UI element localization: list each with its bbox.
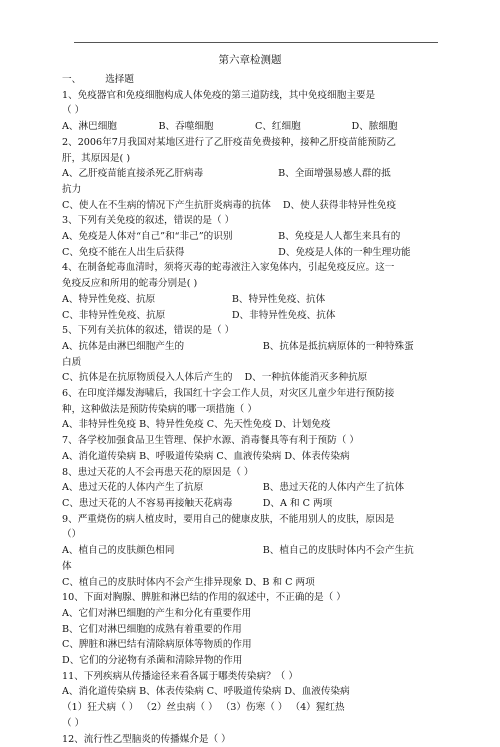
- question-stem: 3、下列有关免疫的叙述，错误的是（ ）: [62, 215, 235, 227]
- option-a: A、它们对淋巴细胞的产生和分化有重要作用: [62, 607, 252, 619]
- options-row: [62, 166, 448, 182]
- options-row: [62, 292, 448, 308]
- option-a: A、患过天花的人体内产生了抗原: [62, 482, 204, 494]
- section-heading: [62, 72, 448, 88]
- options-line: C、植自己的皮肤时体内不会产生排异现象 D、B 和 C 两项: [62, 576, 315, 588]
- options-row: [62, 480, 448, 496]
- option-b-continued: 抗力: [62, 183, 82, 195]
- question-stem: 9、严重烧伤的病人植皮时，要用自己的健康皮肤，不能用别人的皮肤，原因是: [62, 513, 395, 525]
- options-row: [62, 496, 448, 512]
- option-a: A、乙肝疫苗能直接杀死乙肝病毒: [62, 168, 204, 180]
- document-title: 第六章检测题: [218, 54, 282, 66]
- question-stem: 免疫反应和所用的蛇毒分别是( ): [62, 278, 198, 290]
- disease-items-continued: （ ）: [62, 717, 85, 729]
- question-list: [62, 72, 448, 747]
- question-stem: 7、各学校加强食品卫生管理、保护水源、消毒餐具等有利于预防（ ）: [62, 435, 359, 447]
- options-row: [62, 543, 448, 559]
- question-stem: 5、下列有关抗体的叙述，错误的是（ ）: [62, 325, 235, 337]
- option-d: D、免疫是人体的一种生理功能: [278, 246, 411, 258]
- question-stem: 8、患过天花的人不会再患天花的原因是（ ）: [62, 466, 254, 478]
- question-stem: 11、下列疾病从传播途径来看各属于哪类传染病？（ ）: [62, 670, 298, 682]
- options-row: [62, 370, 448, 386]
- option-c: C、脾脏和淋巴结有清除病原体等物质的作用: [62, 639, 252, 651]
- options-row: [62, 308, 448, 324]
- option-c: C、患过天花的人不容易再接触天花病毒: [62, 497, 233, 509]
- option-b-continued: 白质: [62, 356, 82, 368]
- option-a: A、抗体是由淋巴细胞产生的: [62, 340, 185, 352]
- option-d: D、它们的分泌物有杀菌和清除异物的作用: [62, 655, 243, 667]
- disease-items: （1）狂犬病（ ） （2）丝虫病（ ） （3）伤寒（ ） （4）猩红热: [62, 702, 345, 714]
- section-number: 一、: [62, 74, 82, 85]
- option-b: B、它们对淋巴细胞的成熟有着重要的作用: [62, 623, 242, 635]
- options-row: [62, 339, 448, 355]
- header-rule: [74, 42, 438, 43]
- option-a: A、植自己的皮肤颜色相同: [62, 545, 175, 557]
- question-stem: 2、2006年7月我国对某地区进行了乙肝疫苗免费接种，接种乙肝疫苗能预防乙: [62, 136, 397, 148]
- option-d: D、使人获得非特异性免疫: [282, 199, 397, 211]
- options-line: A、消化道传染病 B、呼吸道传染病 C、血液传染病 D、体表传染病: [62, 450, 350, 462]
- question-stem: 12、流行性乙型脑炎的传播媒介是（ ）: [62, 733, 231, 745]
- question-stem: 10、下面对胸腺、脾脏和淋巴结的作用的叙述中，不正确的是（ ）: [62, 592, 346, 604]
- option-b: B、患过天花的人体内产生了抗体: [262, 482, 405, 494]
- question-stem: （ ）: [62, 105, 85, 117]
- options-row: [62, 245, 448, 261]
- option-c: C、使人在不生病的情况下产生抗肝炎病毒的抗体: [62, 199, 271, 211]
- option-d: D、A 和 C 两项: [262, 497, 333, 509]
- option-c: C、非特异性免疫、抗原: [62, 309, 166, 321]
- options-line: A、非特异性免疫 B、特异性免疫 C、先天性免疫 D、计划免疫: [62, 419, 331, 431]
- options-row: [62, 198, 448, 214]
- options-line: A、消化道传染病 B、体表传染病 C、呼吸道传染病 D、血液传染病: [62, 686, 350, 698]
- options-row: [62, 229, 448, 245]
- option-c: C、免疫不能在人出生后获得: [62, 246, 185, 258]
- options-row: [62, 119, 448, 135]
- question-stem: 4、在制备蛇毒血清时，须将灭毒的蛇毒液注入家兔体内，引起免疫反应。这一: [62, 262, 395, 274]
- question-stem: 种，这种做法是预防传染病的哪一项措施（ ）: [62, 403, 257, 415]
- option-b: B、植自己的皮肤时体内不会产生抗: [262, 545, 414, 557]
- option-b: B、全面增强易感人群的抵: [278, 168, 391, 180]
- option-a: A、特异性免疫、抗原: [62, 293, 156, 305]
- option-c: C、抗体是在抗原物质侵入人体后产生的: [62, 372, 233, 384]
- option-d: D、脓细胞: [351, 121, 398, 133]
- question-stem: 6、在印度洋爆发海啸后，我国红十字会工作人员，对灾区儿童少年进行预防接: [62, 388, 395, 400]
- option-c: C、红细胞: [255, 121, 301, 133]
- option-b: B、吞噬细胞: [158, 121, 214, 133]
- option-b: B、免疫是人人都生来具有的: [278, 231, 401, 243]
- option-b: B、抗体是抵抗病原体的一种特殊蛋: [262, 340, 414, 352]
- question-stem: 肝，其原因是( ): [62, 152, 131, 164]
- section-label: 选择题: [105, 74, 134, 85]
- option-b: B、特异性免疫、抗体: [231, 293, 326, 305]
- option-d: D、一种抗体能消灭多种抗原: [244, 372, 368, 384]
- question-stem: 1、免疫器官和免疫细胞构成人体免疫的第三道防线，其中免疫细胞主要是: [62, 89, 376, 101]
- question-stem: （）: [62, 529, 82, 541]
- option-a: A、淋巴细胞: [62, 121, 117, 133]
- option-a: A、免疫是人体对“自己”和“非己”的识别: [62, 231, 233, 243]
- option-d: D、非特异性免疫、抗体: [231, 309, 336, 321]
- option-b-continued: 体: [62, 560, 72, 572]
